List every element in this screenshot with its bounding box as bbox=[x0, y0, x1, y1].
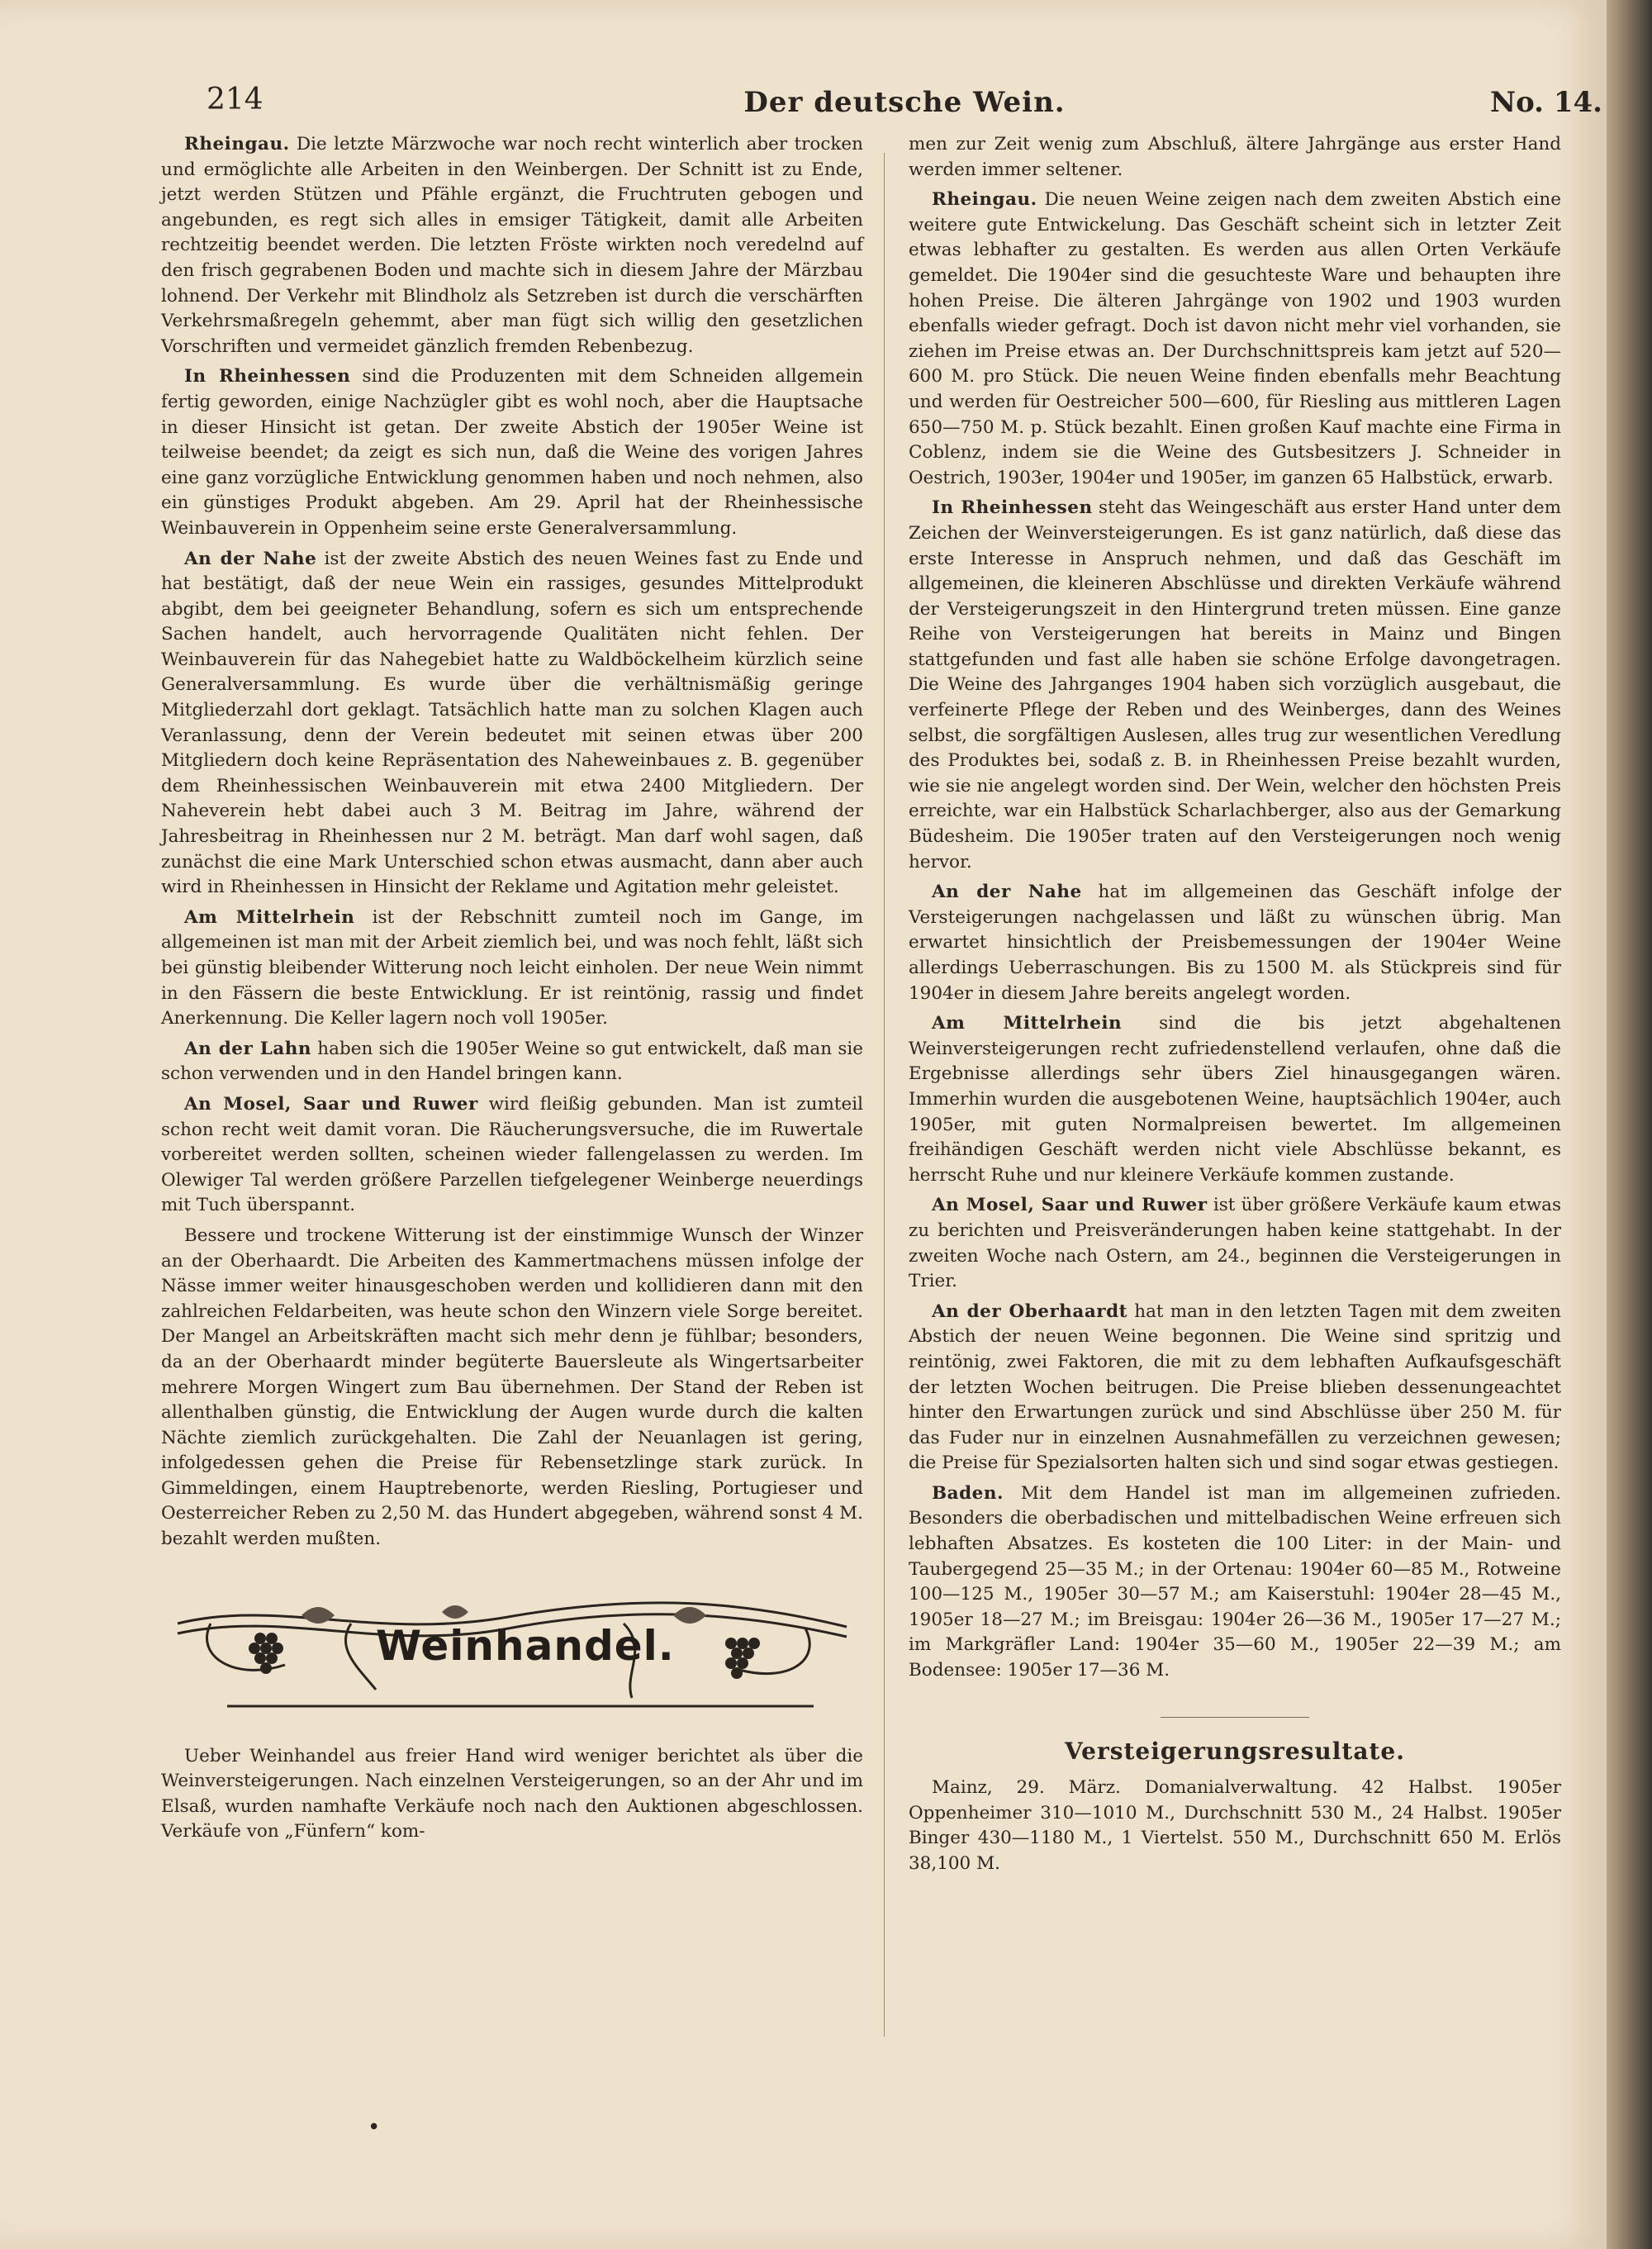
region-name: An der Lahn bbox=[184, 1038, 312, 1059]
right-paragraphs bbox=[909, 188, 1561, 1683]
weinhandel-paragraph: Ueber Weinhandel aus freier Hand wird weniger berichtet als über die Weinversteigerungen. Nach einzelnen Versteigerungen, so an der Ahr und im Elsaß, wurden namhafte Verkäufe noch nach den Auktionen abgeschlossen. Verkäufe von „Fünfern“ kom- bbox=[161, 1745, 863, 1842]
region-name: Am Mittelrhein bbox=[932, 1013, 1123, 1034]
left-paragraphs bbox=[161, 132, 863, 1552]
continuation-paragraph: men zur Zeit wenig zum Abschluß, ältere Jahrgänge aus erster Hand werden immer seltener. bbox=[909, 134, 1561, 180]
paragraph bbox=[909, 496, 1561, 875]
paragraph bbox=[909, 188, 1561, 491]
right-column bbox=[909, 132, 1561, 1882]
region-name: An der Nahe bbox=[184, 548, 317, 569]
paragraph-text: Die letzte Märzwoche war noch recht winterlich aber trocken und ermöglichte alle Arbeiten in den Weinbergen. Der Schnitt ist zu Ende, jetzt werden Stützen und Pfähle ergänzt, die Fruchtruten gebogen und angebunden, es regt sich alles in emsiger Tätigkeit, damit alle Arbeiten rechtzeitig beendet werden. Die letzten Fröste wirkten noch veredelnd auf den frisch gegrabenen Boden und machte sich in diesem Jahre der Märzbau lohnend. Der Verkehr mit Blindholz als Setzreben ist durch die verschärften Verkehrsmaßregeln gehemmt, aber man fügt sich willig den gesetzlichen Vorschriften und vermeidet gänzlich fremden Rebenbezug. bbox=[161, 134, 863, 357]
paragraph bbox=[161, 547, 863, 901]
region-name: An Mosel, Saar und Ruwer bbox=[184, 1093, 478, 1115]
paragraph-text: ist der zweite Abstich des neuen Weines fast zu Ende und hat bestätigt, daß der neue Wein ein rassiges, gesundes Mittelprodukt abgibt, dem bei geeigneter Behandlung, sofern es sich um entsprechende Sachen handelt, auch hervorragende Qualitäten nicht fehlen. Der Weinbauverein für das Nahegebiet hatte zu Waldböckelheim kürzlich seine Generalversammlung. Es wurde über die verhältnismäßig geringe Mitgliederzahl dort geklagt. Tatsächlich hatte man zu solchen Klagen auch Veranlassung, denn der Verein bedeutet mit seinen etwas über 200 Mitgliedern doch keine Repräsentation des Naheweinbaues z. B. gegenüber dem Rheinhessischen Weinbauverein mit etwa 2400 Mitgliedern. Der Naheverein hebt dabei auch 3 M. Beitrag im Jahre, während der Jahresbeitrag in Rheinhessen nur 2 M. beträgt. Man darf wohl sagen, daß zunächst die eine Mark Unterschied schon etwas ausmacht, dann aber auch wird in Rheinhessen in Hinsicht der Reklame und Agitation mehr geleistet. bbox=[161, 548, 864, 898]
paragraph-text: steht das Weingeschäft aus erster Hand unter dem Zeichen der Weinversteigerungen. Es ist ganz natürlich, daß diese das erste Interesse in Anspruch nehmen, und daß das Geschäft im allgemeinen, die kleineren Abschlüsse und direkten Verkäufe während der Versteigerungszeit in den Hintergrund treten müssen. Eine ganze Reihe von Versteigerungen hat bereits in Mainz und Bingen stattgefunden und fast alle haben sie schöne Erfolge davongetragen. Die Weine des Jahrganges 1904 haben sich vorzüglich ausgebaut, die verfeinerte Pflege der Reben und des Weinberges, dann des Weines selbst, die sorgfältigen Auslesen, alles trug zur wesentlichen Veredlung des Produktes bei, sodaß z. B. in Rheinhessen Preise bezahlt wurden, wie sie nie angelegt worden sind. Der Wein, welcher den höchsten Preis erreichte, war ein Halbstück Scharlachberger, also aus der Gemarkung Büdesheim. Die 1905er traten auf den Versteigerungen noch wenig hervor. bbox=[909, 497, 1561, 872]
region-name: In Rheinhessen bbox=[184, 366, 351, 388]
paragraph bbox=[161, 1224, 863, 1552]
paragraph bbox=[909, 1011, 1561, 1188]
paragraph-text: wird fleißig gebunden. Man ist zumteil schon recht weit damit voran. Die Räucherungsversuche, die im Ruwertale vorbereitet werden sollten, scheinen wieder fallengelassen zu werden. Im Olewiger Tal werden größere Parzellen tiefgelegener Weinberge neuerdings mit Tuch überspannt. bbox=[161, 1093, 863, 1216]
paragraph-text: hat man in den letzten Tagen mit dem zweiten Abstich der neuen Weine begonnen. Die Weine sind spritzig und reintönig, zwei Faktoren, die mit zu dem lebhaften Aufkaufsgeschäft der letzten Wochen beitrugen. Die Preise blieben dessenungeachtet hinter den Erwartungen zurück und sind Abschlüsse über 250 M. für das Fuder nur in einzelnen Ausnahmefällen zu verzeichnen gewesen; die Preise für Spezialsorten halten sich und sind sogar etwas gestiegen. bbox=[909, 1300, 1561, 1474]
paragraph bbox=[161, 364, 863, 541]
paragraph-text: ist über größere Verkäufe kaum etwas zu berichten und Preisveränderungen haben keine stattgehabt. In der zweiten Woche nach Ostern, am 24., beginnen die Versteigerungen in Trier. bbox=[909, 1195, 1561, 1292]
paragraph-text: haben sich die 1905er Weine so gut entwickelt, daß man sie schon verwenden und in den Handel bringen kann. bbox=[161, 1038, 863, 1085]
region-name: An Mosel, Saar und Ruwer bbox=[932, 1195, 1208, 1216]
section-rule bbox=[1161, 1717, 1309, 1718]
paragraph bbox=[161, 1092, 863, 1219]
paragraph bbox=[909, 1193, 1561, 1294]
paragraph-text: Die neuen Weine zeigen nach dem zweiten Abstich eine weitere gute Entwickelung. Das Geschäft scheint sich in letzter Zeit etwas lebhafter zu gestalten. Es werden aus allen Orten Verkäufe gemeldet. Die 1904er sind die gesuchteste Ware und behaupten ihre hohen Preise. Die älteren Jahrgänge von 1902 und 1903 wurden ebenfalls wieder gefragt. Doch ist davon nicht mehr viel vorhanden, sie ziehen im Preise etwas an. Der Durchschnittspreis kam jetzt auf 520—600 M. pro Stück. Die neuen Weine finden ebenfalls mehr Beachtung und werden für Oestreicher 500—600, für Riesling aus mittleren Lagen 650—750 M. p. Stück bezahlt. Einen großen Kauf machte eine Firma in Coblenz, indem sie die Weine des Gutsbesitzers J. Schneider in Oestrich, 1903er, 1904er und 1905er, im ganzen 65 Halbstück, erwarb. bbox=[909, 189, 1561, 488]
auction-results-paragraph: Mainz, 29. März. Domanialverwaltung. 42 Halbst. 1905er Oppenheimer 310—1010 M., Durchschnitt 530 M., 24 Halbst. 1905er Binger 430—1180 M., 1 Viertelst. 550 M., Durchschnitt 650 M. Erlös 38,100 M. bbox=[909, 1777, 1561, 1874]
footnote-mark: • bbox=[368, 2115, 381, 2140]
region-name: In Rheinhessen bbox=[932, 497, 1093, 519]
page-header bbox=[206, 83, 1602, 132]
paragraph bbox=[909, 1300, 1561, 1476]
region-name: Rheingau. bbox=[184, 134, 290, 155]
paragraph-text: sind die Produzenten mit dem Schneiden allgemein fertig geworden, einige Nachzügler gibt es wohl noch, aber die Hauptsache in dieser Hinsicht ist getan. Der zweite Abstich der 1905er Weine ist teilweise beendet; da zeigt es sich nun, daß die Weine des vorigen Jahres eine ganz vorzügliche Entwicklung genommen haben und noch nehmen, also ein günstiges Produkt abgeben. Am 29. April hat der Rheinhessische Weinbauverein in Oppenheim seine erste Generalversammlung. bbox=[161, 366, 863, 539]
region-name: Rheingau. bbox=[932, 189, 1037, 211]
weinhandel-banner bbox=[161, 1590, 863, 1723]
running-title: Der deutsche Wein. bbox=[743, 86, 1066, 119]
paragraph-text: Bessere und trockene Witterung ist der einstimmige Wunsch der Winzer an der Oberhaardt. Die Arbeiten des Kammertmachens müssen infolge der Nässe immer weiter hinausgeschoben werden und kollidieren dann mit den zahlreichen Feldarbeiten, was heute schon den Winzern viele Sorge bereitet. Der Mangel an Arbeitskräften macht sich mehr denn je fühlbar; besonders, da an der Oberhaardt minder begüterte Bauersleute als Wingertsarbeiter mehrere Morgen Wingert zum Bau übernehmen. Der Stand der Reben ist allenthalben günstig, die Entwicklung der Augen wurde durch die kalten Nächte ziemlich zurückgehalten. Die Zahl der Neuanlagen ist gering, infolgedessen gehen die Preise für Rebensetzlinge stark zurück. In Gimmeldingen, einem Hauptrebenorte, werden Riesling, Portugieser und Oesterreicher Reben zu 2,50 M. das Hundert abgegeben, während sonst 4 M. bezahlt werden mußten. bbox=[161, 1224, 863, 1550]
region-name: An der Oberhaardt bbox=[932, 1300, 1128, 1322]
paragraph-text: sind die bis jetzt abgehaltenen Weinversteigerungen recht zufriedenstellend verlaufen, ohne daß die Ergebnisse allerdings sehr übers Ziel hinausgegangen wären. Immerhin wurden die ausgebotenen Weine, hauptsächlich 1904er, auch 1905er, mit guten Normalpreisen bewertet. Im allgemeinen freihändigen Geschäft werden nicht viele Abschlüsse bekannt, es herrscht Ruhe und nur kleinere Verkäufe kommen zustande. bbox=[909, 1013, 1561, 1186]
paragraph bbox=[909, 1481, 1561, 1684]
paragraph bbox=[161, 1037, 863, 1087]
left-column bbox=[161, 132, 863, 1850]
page-number: 214 bbox=[206, 83, 263, 116]
section-title-weinhandel: Weinhandel. bbox=[376, 1621, 675, 1670]
region-name: Baden. bbox=[932, 1482, 1004, 1504]
region-name: Am Mittelrhein bbox=[184, 906, 355, 928]
issue-number: No. 14. bbox=[1490, 86, 1602, 119]
paragraph bbox=[161, 906, 863, 1032]
paragraph bbox=[909, 880, 1561, 1006]
region-name: An der Nahe bbox=[932, 882, 1082, 903]
book-edge bbox=[1607, 0, 1652, 2249]
auction-results-heading: Versteigerungsresultate. bbox=[1065, 1737, 1405, 1765]
paragraph bbox=[161, 132, 863, 359]
paragraph-text: Mit dem Handel ist man im allgemeinen zufrieden. Besonders die oberbadischen und mittelbadischen Weine erfreuen sich lebhaften Absatzes. Es kosteten die 100 Liter: in der Main- und Taubergegend 25—35 M.; in der Ortenau: 1904er 60—85 M., Rotweine 100—125 M., 1905er 30—57 M.; am Kaiserstuhl: 1904er 28—45 M., 1905er 18—27 M.; im Breisgau: 1904er 26—36 M., 1905er 17—27 M.; im Markgräfler Land: 1904er 35—60 M., 1905er 22—39 M.; am Bodensee: 1905er 17—36 M. bbox=[909, 1482, 1561, 1681]
column-divider bbox=[884, 153, 885, 2037]
paragraph-text: ist der Rebschnitt zumteil noch im Gange, im allgemeinen ist man mit der Arbeit ziemlich bei, und was noch fehlt, läßt sich bei günstig bleibender Witterung noch leicht einholen. Der neue Wein nimmt in den Fässern die beste Entwicklung. Er ist reintönig, rassig und findet Anerkennung. Die Keller lagern noch voll 1905er. bbox=[161, 906, 863, 1029]
paragraph-text: hat im allgemeinen das Geschäft infolge der Versteigerungen nachgelassen und läßt zu wünschen übrig. Man erwartet hinsichtlich der Preisbemessungen der 1904er Weine allerdings Ueberraschungen. Bis zu 1500 M. als Stückpreis sind für 1904er in diesem Jahre bereits angelegt worden. bbox=[909, 882, 1561, 1004]
